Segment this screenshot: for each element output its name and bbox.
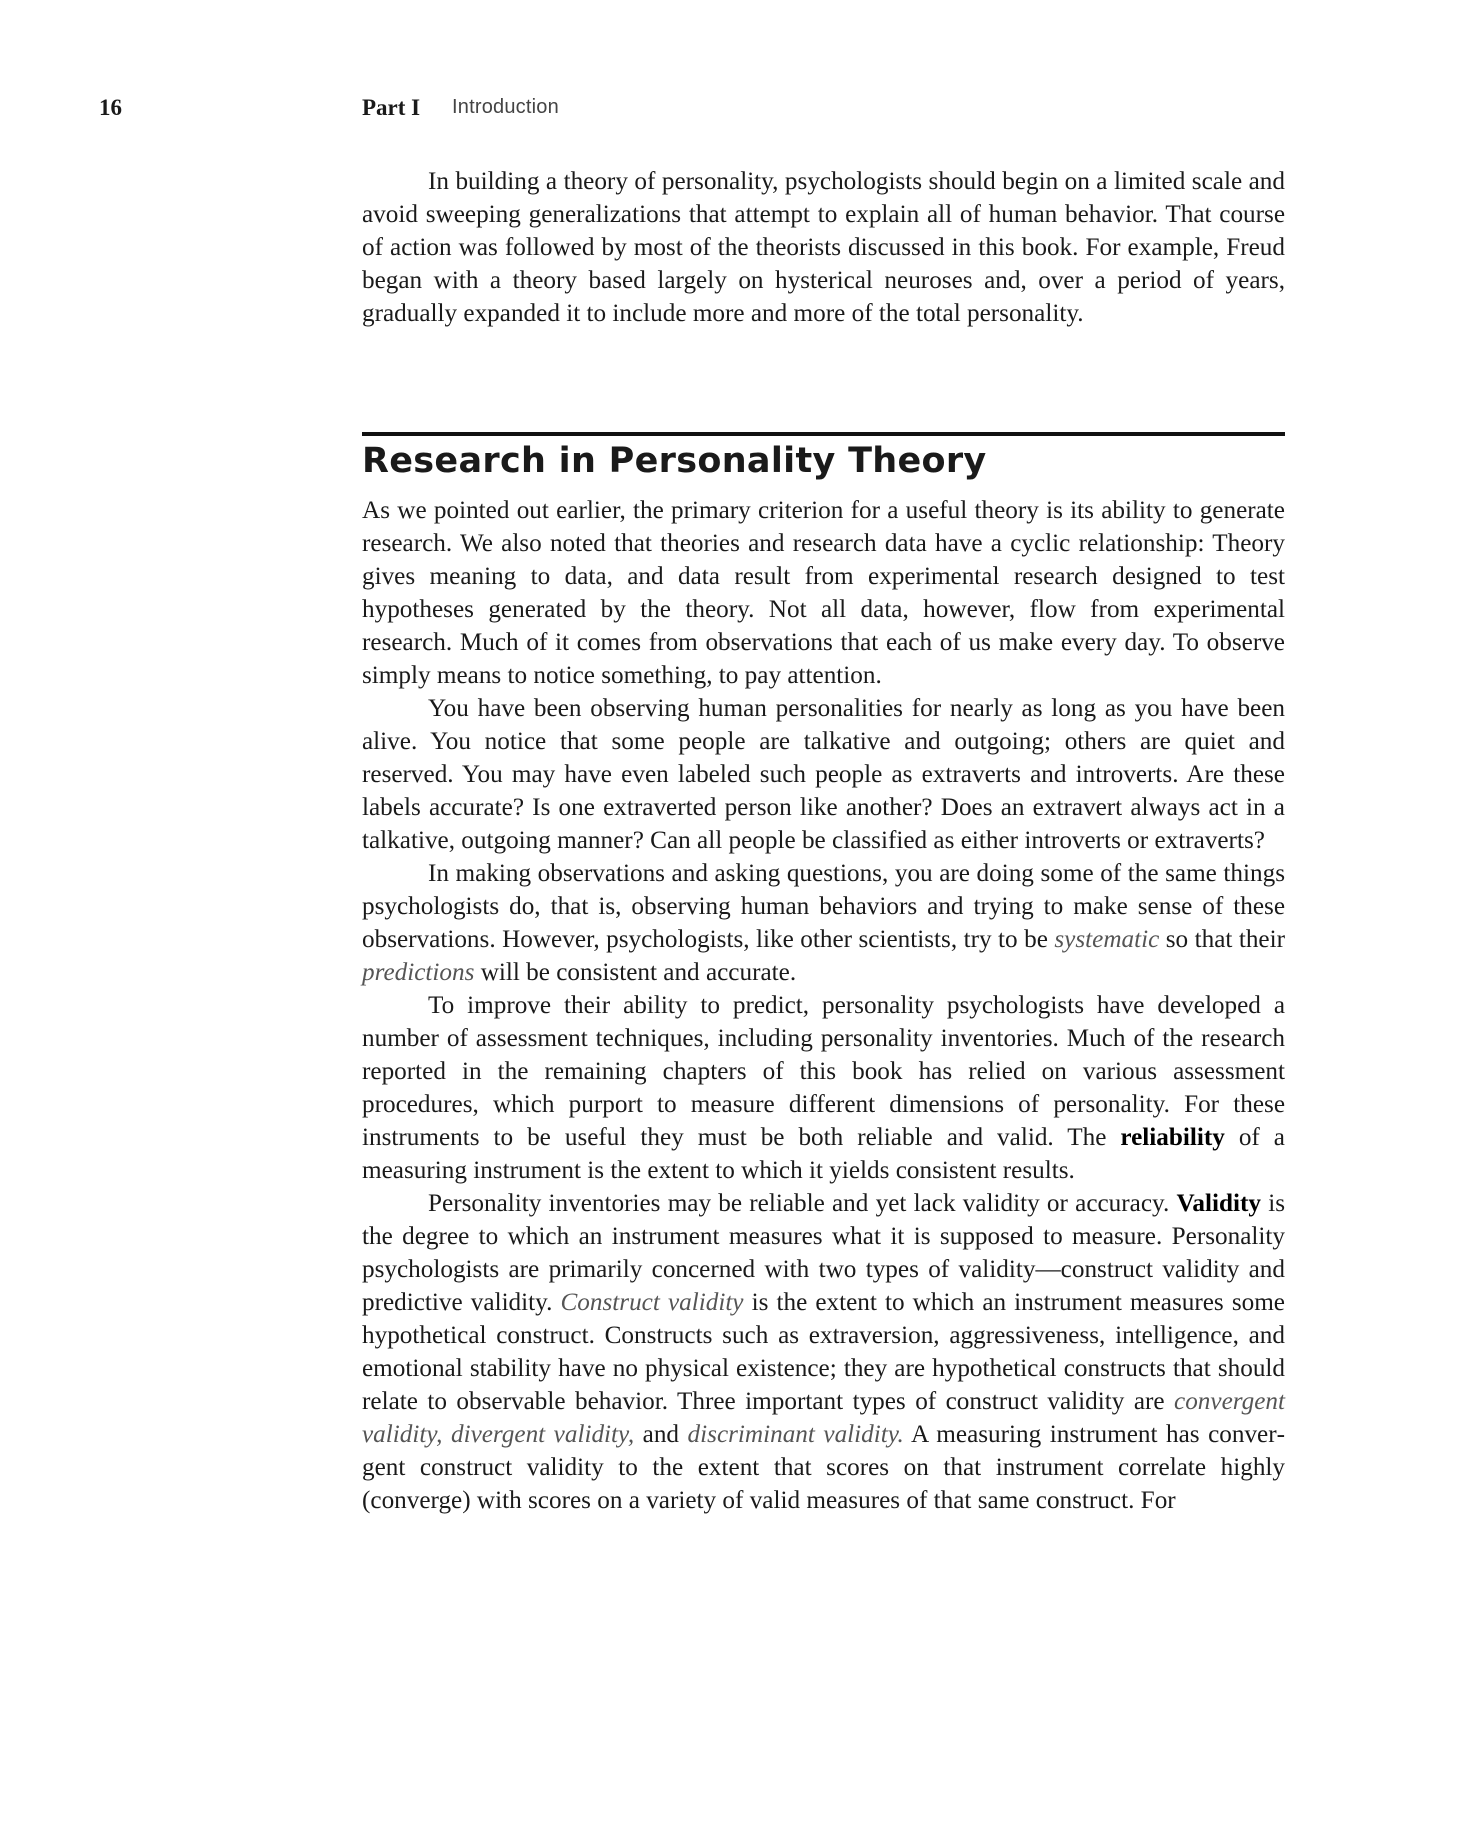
- section-body: [362, 494, 1285, 1517]
- term-divergent-validity: divergent validity,: [450, 1421, 635, 1448]
- page-number: 16: [99, 95, 122, 120]
- paragraph-5-text: A measuring instrument has convergent construct validity to the extent that scores on that instrument correlate highly (converge) with scores on a variety of valid measures of that same construct. For: [362, 1421, 1286, 1514]
- term-convergent-validity: convergent validity,: [362, 1388, 1285, 1448]
- paragraph-4-text: of a measuring instrument is the extent to which it yields consistent results.: [362, 1124, 1285, 1184]
- paragraph-5-text: [442, 1421, 451, 1448]
- paragraph-1: As we pointed out earlier, the primary criterion for a useful theory is its ability to generate research. We also noted that theories and research data have a cyclic relationship: Theory gives meaning to data, and data result from experimental research designed to test hypotheses generated by the theory. Not all data, however, flow from experimental research. Much of it comes from observations that each of us make every day. To observe simply means to notice something, to pay attention.: [362, 497, 1285, 689]
- section-heading: Research in Personality Theory: [362, 441, 987, 481]
- intro-text: [362, 165, 1285, 330]
- running-head: [0, 95, 1475, 125]
- paragraph-3: [362, 857, 1285, 989]
- paragraph-4-text: To improve their ability to predict, personality psychologists have developed a number of assessment techniques, including personality inventories. Much of the research reported in the remaining chapters of this book has relied on various assessment procedures, which purport to measure different dimensions of personality. For these instruments to be useful they must be both reliable and valid. The: [362, 992, 1285, 1151]
- term-discriminant-validity: discriminant validity.: [687, 1421, 904, 1448]
- paragraph-5-text: and: [634, 1421, 688, 1448]
- paragraph-3-text: so that their: [1159, 926, 1285, 953]
- paragraph-3-text: will be consistent and accurate.: [474, 959, 797, 986]
- paragraph-2: You have been observing human personalities for nearly as long as you have been alive. You notice that some people are talkative and outgoing; others are quiet and reserved. You may have even labeled such people as extraverts and introverts. Are these labels accurate? Is one extraverted person like another? Does an extravert always act in a talkative, outgoing manner? Can all people be classified as either introverts or extraverts?: [362, 695, 1285, 854]
- term-predictions: predictions: [362, 959, 475, 986]
- paragraph-3-text: In making observations and asking questions, you are doing some of the same things psychologists do, that is, observing human behaviors and trying to make sense of these observations. However, psychologists, like other scientists, try to be: [362, 860, 1285, 953]
- part-title: Introduction: [452, 96, 559, 118]
- section-rule: [362, 432, 1285, 436]
- term-construct-validity: Construct validity: [560, 1289, 744, 1316]
- key-term-validity: Validity: [1176, 1190, 1261, 1217]
- key-term-reliability: reliability: [1120, 1124, 1225, 1151]
- term-systematic: systematic: [1054, 926, 1160, 953]
- part-label: Part I: [362, 95, 421, 120]
- paragraph-5: [362, 1187, 1285, 1517]
- paragraph-4: [362, 989, 1285, 1187]
- paragraph-5-text: Personality inventories may be reliable and yet lack validity or accuracy.: [428, 1190, 1177, 1217]
- paragraph-5-text: is the degree to which an instrument measures what it is supposed to measure. Personality psychologists are primarily concerned with two types of validity—construct validity and predictive validity.: [362, 1190, 1285, 1316]
- paragraph-5-text: is the extent to which an instrument measures some hypothetical construct. Constructs such as extraversion, aggressiveness, intelligence, and emotional stability have no physical existence; they are hypothetical constructs that should relate to observable behavior. Three important types of construct validity are: [362, 1289, 1285, 1415]
- intro-paragraph: In building a theory of personality, psychologists should begin on a limited scale and avoid sweeping generalizations that attempt to explain all of human behavior. That course of action was followed by most of the theorists discussed in this book. For example, Freud began with a theory based largely on hysterical neuroses and, over a period of years, gradually expanded it to include more and more of the total personality.: [362, 168, 1285, 327]
